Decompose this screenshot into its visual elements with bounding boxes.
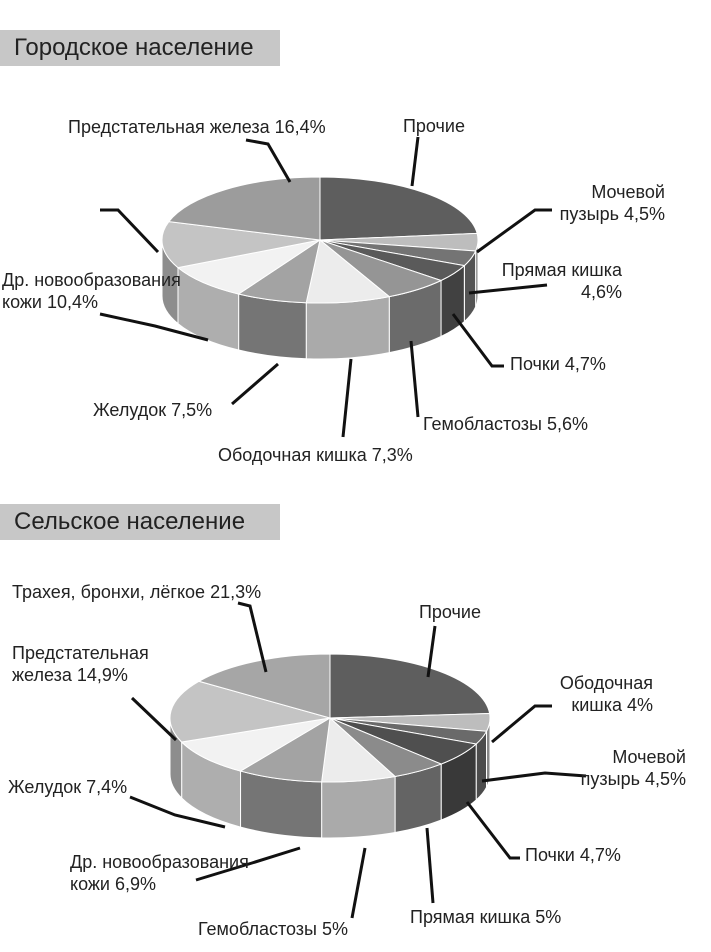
slice-label: Мочевой пузырь 4,5% [580, 747, 686, 789]
leader-line [352, 848, 365, 918]
slice-label: Желудок 7,4% [8, 777, 128, 797]
leader-line [343, 359, 351, 437]
leader-line [100, 210, 158, 252]
slice-label: Почки 4,7% [510, 354, 606, 374]
slice-label: Др. новообразования кожи 10,4% [2, 270, 181, 312]
leader-line [477, 210, 552, 252]
leader-line [246, 140, 290, 182]
slice-label: Предстательная железа 16,4% [68, 117, 326, 137]
pie-slice [320, 177, 477, 240]
slice-label: Желудок 7,5% [93, 400, 213, 420]
leader-line [469, 285, 547, 293]
pie-wall [239, 294, 307, 359]
leader-line [482, 773, 586, 781]
pie-chart-rural [8, 582, 686, 939]
slice-label: Почки 4,7% [525, 845, 621, 865]
leader-line [412, 137, 418, 186]
pie-slice [330, 654, 490, 718]
slice-label: Гемобластозы 5% [198, 919, 349, 939]
slice-label: Прямая кишка 5% [410, 907, 562, 927]
slice-label: Ободочная кишка 7,3% [218, 445, 413, 465]
rural-section-title: Сельское население [0, 504, 280, 540]
slice-label: Предстательная железа 14,9% [12, 643, 149, 685]
slice-label: Ободочная кишка 4% [559, 673, 653, 715]
pie-wall [306, 297, 389, 359]
urban-section-title: Городское население [0, 30, 280, 66]
pie-chart-urban [2, 116, 665, 465]
slice-label: Трахея, бронхи, лёгкое 21,3% [12, 582, 262, 602]
leader-line [411, 341, 418, 417]
slice-label: Др. новообразования кожи 6,9% [70, 852, 249, 894]
slice-label: Гемобластозы 5,6% [423, 414, 589, 434]
slice-label: Прочие [402, 116, 466, 136]
slice-label: Прямая кишка 4,6% [501, 260, 622, 302]
leader-line [427, 828, 433, 903]
leader-line [132, 698, 176, 740]
slice-label: Мочевой пузырь 4,5% [559, 182, 665, 224]
pie-wall [322, 776, 395, 838]
leader-line [232, 364, 278, 404]
slice-label: Прочие [418, 602, 482, 622]
leader-line [492, 706, 552, 742]
leader-line [467, 802, 520, 858]
leader-line [453, 314, 504, 366]
